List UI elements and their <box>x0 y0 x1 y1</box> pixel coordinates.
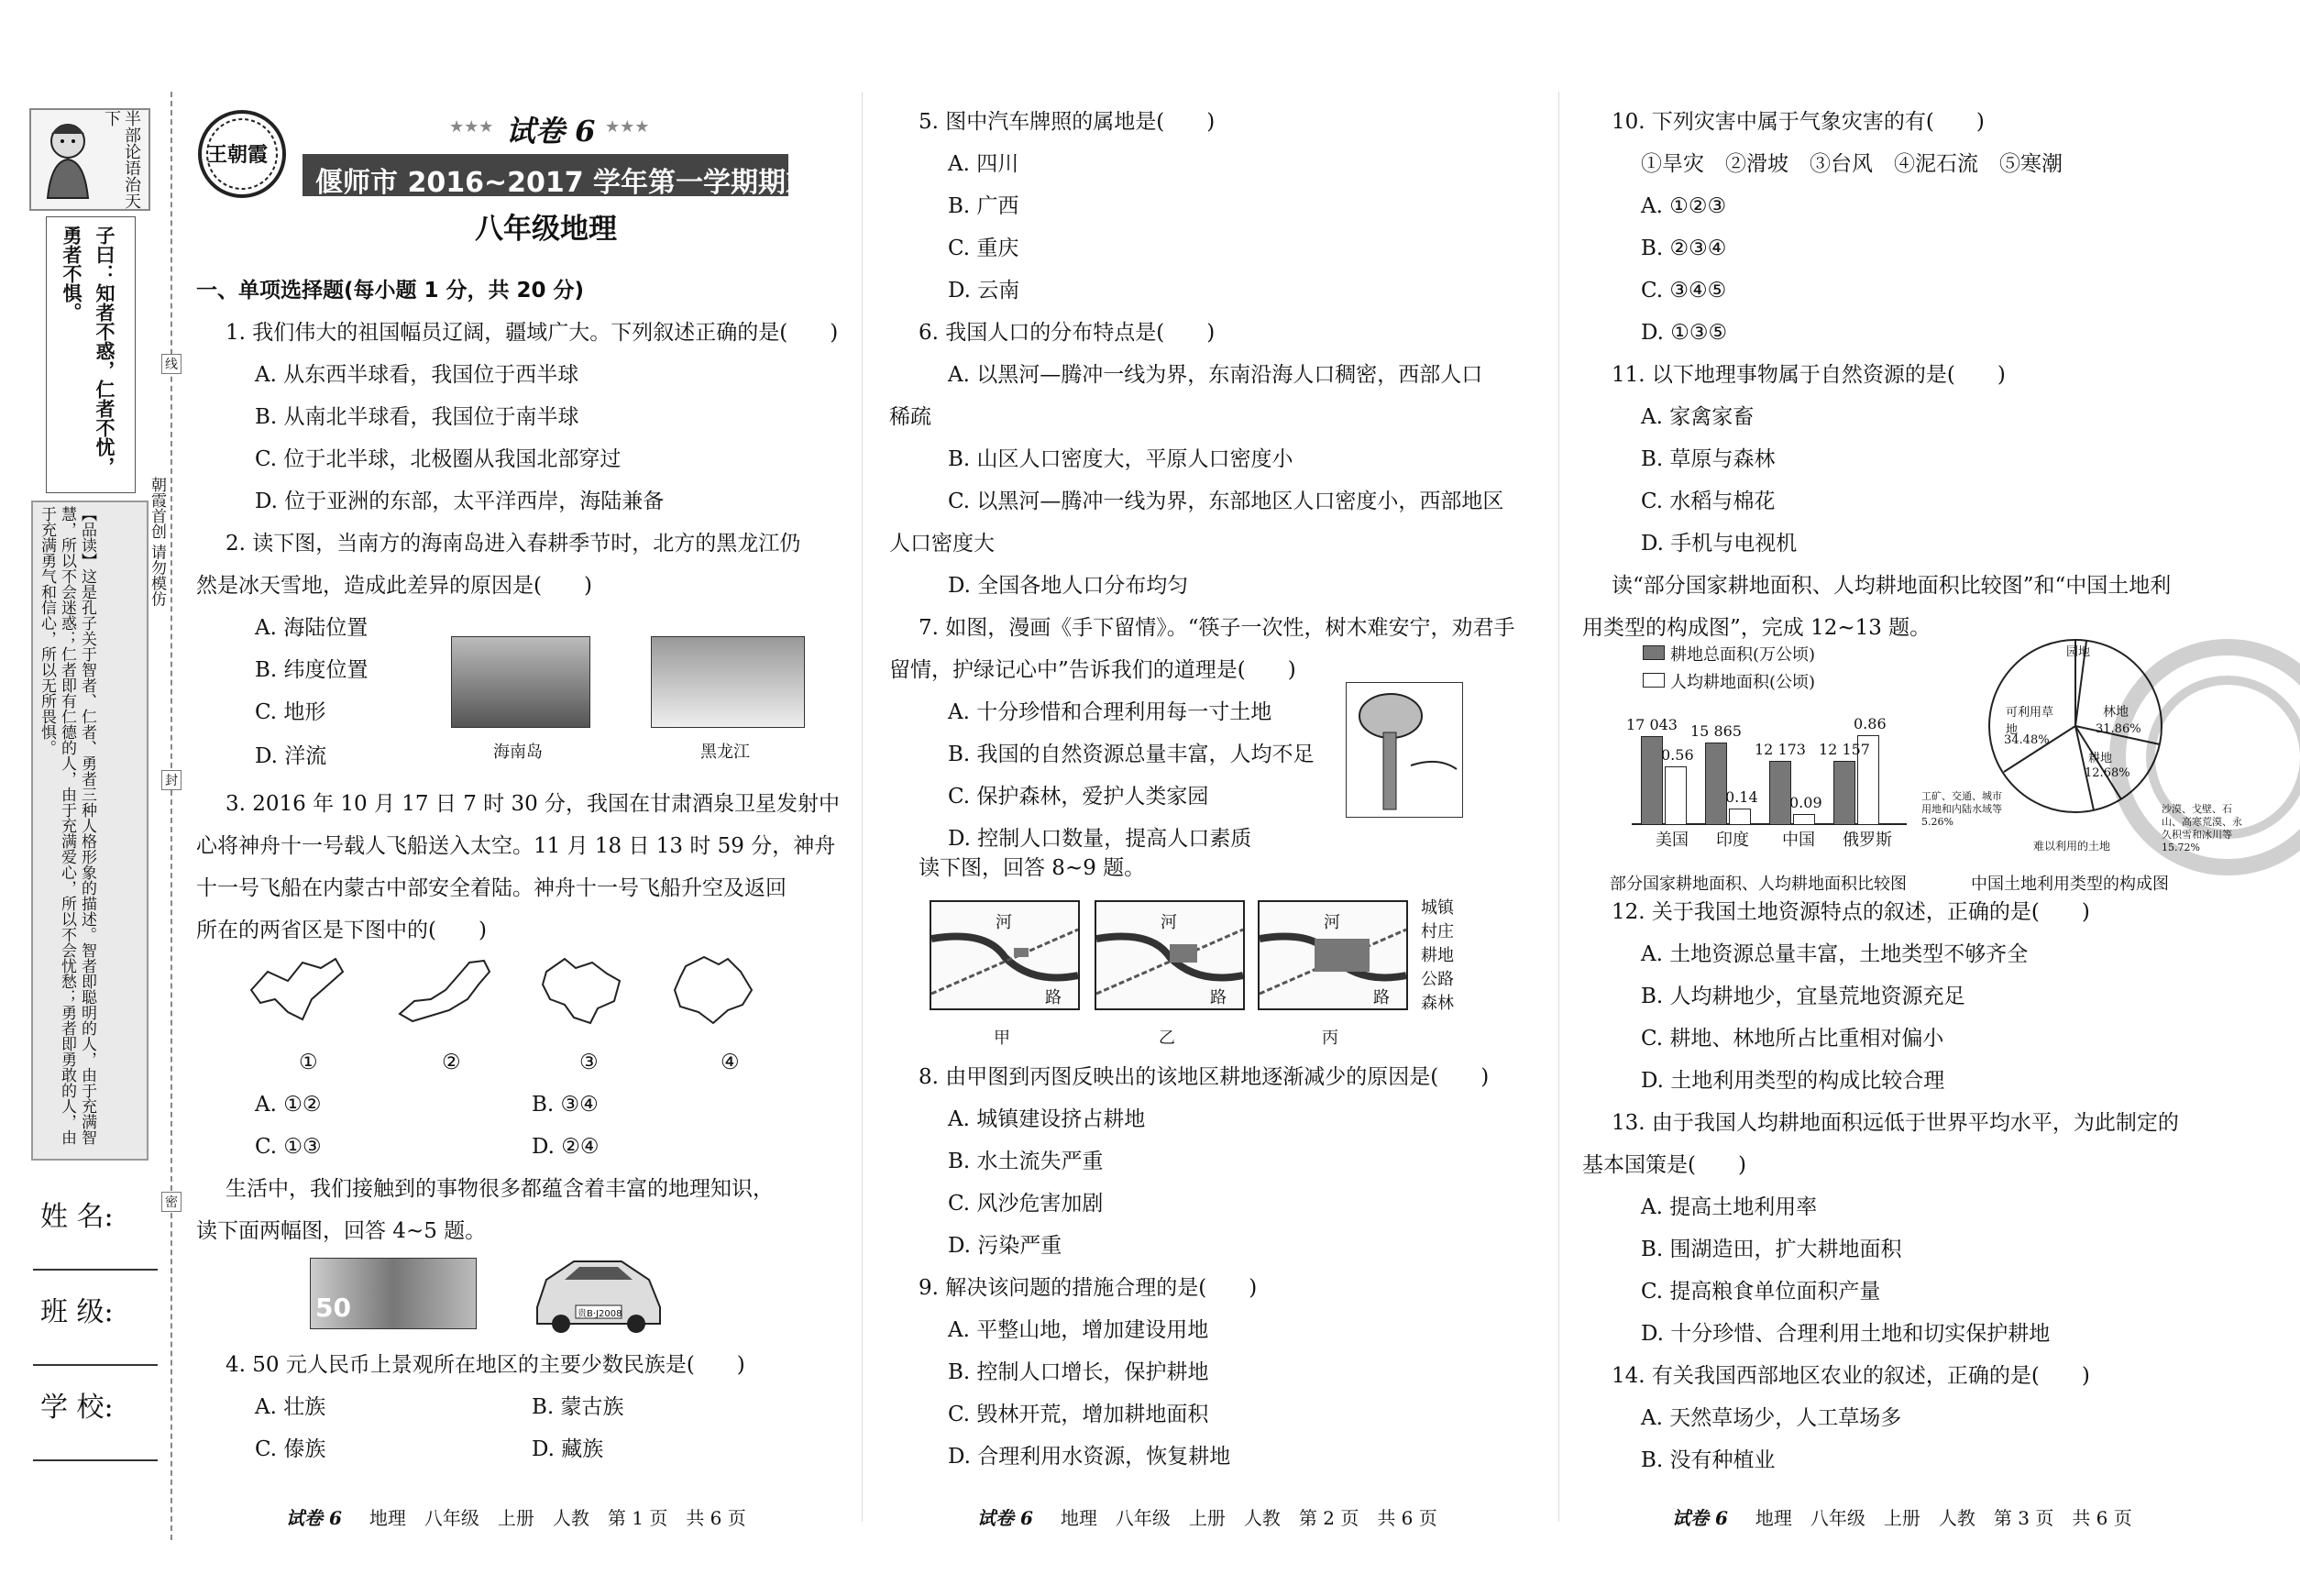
map-legend-forest: 森林 <box>1421 994 1454 1013</box>
q3-option-a[interactable]: A. ①② <box>255 1093 322 1117</box>
map-legend-village: 村庄 <box>1421 922 1454 941</box>
q6-option-a[interactable]: A. 以黑河—腾冲一线为界，东南沿海人口稠密，西部人口 <box>948 363 1483 387</box>
column-divider-1 <box>862 92 863 1522</box>
category-label-russia: 俄罗斯 <box>1843 831 1892 850</box>
q14-stem: 14. 有关我国西部地区农业的叙述，正确的是( ) <box>1612 1364 2090 1388</box>
q6-option-c[interactable]: C. 以黑河—腾冲一线为界，东部地区人口密度小，西部地区 <box>948 490 1504 513</box>
heilongjiang-caption: 黑龙江 <box>700 743 750 762</box>
map-label-2: ② <box>442 1051 461 1074</box>
q1-option-a[interactable]: A. 从东西半球看，我国位于西半球 <box>255 363 579 387</box>
map-road-jia: 路 <box>1045 988 1062 1007</box>
map-label-4: ④ <box>721 1051 740 1074</box>
q13-option-d[interactable]: D. 十分珍惜、合理利用土地和切实保护耕地 <box>1641 1322 2051 1346</box>
pie-label-garden: 园地 <box>2066 645 2091 659</box>
footer-page-1 <box>286 1503 746 1530</box>
seal-mark-mi: 密 <box>161 1192 182 1212</box>
legend-area-swatch <box>1643 645 1665 660</box>
q8-option-b[interactable]: B. 水土流失严重 <box>948 1150 1104 1173</box>
heilongjiang-photo <box>651 636 805 728</box>
q9-stem: 9. 解决该问题的措施合理的是( ) <box>919 1276 1258 1300</box>
pie-label-grassland: 可利用草地 <box>2006 706 2054 737</box>
sidebar-quote: 子曰：知者不惑，仁者不忧，勇者不惧。 <box>61 226 116 476</box>
q10-stem: 10. 下列灾害中属于气象灾害的有( ) <box>1612 110 1985 134</box>
intro-45-line1: 生活中，我们接触到的事物很多都蕴含着丰富的地理知识， <box>226 1177 774 1201</box>
q6-option-b[interactable]: B. 山区人口密度大，平原人口密度小 <box>948 447 1293 471</box>
q4-option-b[interactable]: B. 蒙古族 <box>532 1395 624 1419</box>
bar-per-capita-value-3: 0.86 <box>1854 715 1887 733</box>
q11-option-a[interactable]: A. 家禽家畜 <box>1641 405 1755 429</box>
q9-option-b[interactable]: B. 控制人口增长，保护耕地 <box>948 1360 1209 1384</box>
section-heading: 一、单项选择题(每小题 1 分，共 20 分) <box>196 279 585 303</box>
q3-stem-line3: 十一号飞船在内蒙古中部安全着陆。神舟十一号飞船升空及返回 <box>196 876 787 900</box>
footer-page-3 <box>1672 1503 2132 1530</box>
category-label-india: 印度 <box>1716 831 1749 850</box>
q2-stem-line1: 2. 读下图，当南方的海南岛进入春耕季节时，北方的黑龙江仍 <box>226 532 801 556</box>
q10-option-a[interactable]: A. ①②③ <box>1641 194 1727 218</box>
map-river-bing: 河 <box>1324 913 1340 932</box>
q13-option-b[interactable]: B. 围湖造田，扩大耕地面积 <box>1641 1238 1902 1261</box>
pie-label-forest: 林地 <box>2103 705 2129 720</box>
q1-stem: 1. 我们伟大的祖国幅员辽阔，疆域广大。下列叙述正确的是( ) <box>226 321 839 345</box>
intro-1213-line1: 读“部分国家耕地面积、人均耕地面积比较图”和“中国土地利 <box>1612 574 2172 598</box>
map-legend-farmland: 耕地 <box>1421 946 1454 965</box>
sidebar-motto: 半部论语治天下 <box>102 110 141 209</box>
bar-area-value-1: 15 865 <box>1690 721 1742 740</box>
watermark-seal <box>2108 611 2300 941</box>
province-outline-3 <box>537 953 629 1030</box>
category-label-usa: 美国 <box>1656 831 1689 850</box>
q7-option-c[interactable]: C. 保护森林，爱护人类家园 <box>948 785 1209 809</box>
map-road-yi: 路 <box>1210 988 1227 1007</box>
car-plate-text: 贵B·J2008 <box>578 1309 622 1319</box>
q5-option-d[interactable]: D. 云南 <box>948 279 1020 303</box>
q4-option-a[interactable]: A. 壮族 <box>255 1395 326 1419</box>
legend-area-label: 耕地总面积(万公顷) <box>1670 645 1816 665</box>
intro-1213-line2: 用类型的构成图”，完成 12~13 题。 <box>1582 616 1931 640</box>
q9-option-c[interactable]: C. 毁林开荒，增加耕地面积 <box>948 1403 1209 1426</box>
q10-option-d[interactable]: D. ①③⑤ <box>1641 321 1728 345</box>
q3-option-b[interactable]: B. ③④ <box>532 1093 599 1117</box>
footer-tag-2: 试卷 6 <box>977 1507 1033 1529</box>
binding-line <box>171 92 172 1540</box>
sidebar-appreciation: 【品读】这是孔子关于智者、仁者、勇者三种人格形象的描述。智者即聪明的人，由于充满智慧，所以不会迷惑；仁者即有仁德的人，由于充满爱心，所以不会忧愁；勇者即勇敢的人，由于充满勇气和信心，所以无所畏惧。 <box>38 506 96 1145</box>
bar-area-3 <box>1833 761 1855 825</box>
q6-option-a-cont: 稀疏 <box>889 405 931 429</box>
q7-option-b[interactable]: B. 我国的自然资源总量丰富，人均不足 <box>948 743 1315 766</box>
bar-area-value-2: 12 173 <box>1755 741 1806 759</box>
q11-stem: 11. 以下地理事物属于自然资源的是( ) <box>1612 363 2006 387</box>
exam-title: 偃师市 2016~2017 学年第一学期期末考试试题 <box>315 167 924 199</box>
field-class-line[interactable] <box>33 1364 158 1366</box>
q13-option-c[interactable]: C. 提高粮食单位面积产量 <box>1641 1280 1881 1304</box>
map-legend-road: 公路 <box>1421 970 1454 989</box>
bar-area-1 <box>1705 743 1727 825</box>
q5-option-a[interactable]: A. 四川 <box>948 152 1019 176</box>
q5-stem: 5. 图中汽车牌照的属地是( ) <box>919 110 1216 134</box>
q4-option-c[interactable]: C. 傣族 <box>255 1437 326 1461</box>
bar-per-capita-2 <box>1793 814 1815 825</box>
footer-page-2 <box>977 1503 1437 1530</box>
q9-option-d[interactable]: D. 合理利用水资源，恢复耕地 <box>948 1445 1231 1469</box>
seal-mark-feng: 封 <box>161 770 182 790</box>
column-divider-2 <box>1558 92 1559 1522</box>
chart-caption-bar: 部分国家耕地面积、人均耕地面积比较图 <box>1610 875 1907 894</box>
footer-tag-3: 试卷 6 <box>1672 1507 1728 1529</box>
q12-option-b[interactable]: B. 人均耕地少，宜垦荒地资源充足 <box>1641 985 1965 1008</box>
pie-value-farmland: 12.68% <box>2085 766 2130 780</box>
q1-option-b[interactable]: B. 从南北半球看，我国位于南半球 <box>255 405 579 429</box>
cartoon-tree-image <box>1346 682 1463 818</box>
bar-per-capita-0 <box>1665 766 1687 825</box>
pie-value-grassland: 34.48% <box>2004 733 2050 747</box>
q6-option-d[interactable]: D. 全国各地人口分布均匀 <box>948 574 1189 598</box>
q13-option-a[interactable]: A. 提高土地利用率 <box>1641 1195 1818 1219</box>
hainan-photo <box>451 636 590 728</box>
bar-per-capita-value-2: 0.09 <box>1789 794 1822 811</box>
province-outline-4 <box>667 953 759 1030</box>
q11-option-b[interactable]: B. 草原与森林 <box>1641 447 1776 471</box>
pie-label-desert: 沙漠、戈壁、石山、高寒荒漠、永久积雪和冰川等 15.72% <box>2162 803 2242 853</box>
exam-subject: 八年级地理 <box>475 213 617 246</box>
q13-stem-line2: 基本国策是( ) <box>1582 1153 1746 1177</box>
field-name-line[interactable] <box>33 1269 158 1271</box>
brand-logo-text: 王朝霞 <box>207 143 269 167</box>
q8-option-c[interactable]: C. 风沙危害加剧 <box>948 1192 1104 1216</box>
q10-items: ①旱灾 ②滑坡 ③台风 ④泥石流 ⑤寒潮 <box>1641 152 2063 176</box>
q10-option-c[interactable]: C. ③④⑤ <box>1641 279 1727 303</box>
q1-option-c[interactable]: C. 位于北半球，北极圈从我国北部穿过 <box>255 447 622 471</box>
field-school-line[interactable] <box>33 1459 158 1461</box>
q3-option-c[interactable]: C. ①③ <box>255 1135 322 1159</box>
legend-per-capita-label: 人均耕地面积(公顷) <box>1670 673 1816 692</box>
q2-stem-line2: 然是冰天雪地，造成此差异的原因是( ) <box>196 574 592 598</box>
q4-option-d[interactable]: D. 藏族 <box>532 1437 604 1461</box>
footer-text-2: 地理 八年级 上册 人教 第 2 页 共 6 页 <box>1060 1507 1437 1529</box>
field-name-label: 姓 名: <box>40 1201 114 1233</box>
q7-option-a[interactable]: A. 十分珍惜和合理利用每一寸土地 <box>948 700 1272 724</box>
bar-per-capita-value-0: 0.56 <box>1661 745 1694 764</box>
bar-area-value-3: 12 157 <box>1819 741 1870 759</box>
chart-caption-pie: 中国土地利用类型的构成图 <box>1971 875 2169 894</box>
q2-option-d[interactable]: D. 洋流 <box>255 744 327 768</box>
q2-option-b[interactable]: B. 纬度位置 <box>255 658 369 682</box>
legend-per-capita-swatch <box>1643 673 1665 688</box>
map-caption-jia: 甲 <box>994 1029 1010 1048</box>
exam-tag: 试卷 6 <box>506 114 596 149</box>
q7-stem-line1: 7. 如图，漫画《手下留情》。“筷子一次性，树木难安宁，劝君手 <box>919 616 1515 640</box>
intro-45-line2: 读下面两幅图，回答 4~5 题。 <box>196 1219 487 1243</box>
q5-option-b[interactable]: B. 广西 <box>948 194 1019 218</box>
q12-option-c[interactable]: C. 耕地、林地所占比重相对偏小 <box>1641 1027 1944 1051</box>
footer-text-3: 地理 八年级 上册 人教 第 3 页 共 6 页 <box>1755 1507 2132 1529</box>
q2-option-a[interactable]: A. 海陆位置 <box>255 616 369 640</box>
bar-area-0 <box>1641 736 1663 825</box>
q12-option-a[interactable]: A. 土地资源总量丰富，土地类型不够齐全 <box>1641 942 2029 966</box>
q10-option-b[interactable]: B. ②③④ <box>1641 237 1727 260</box>
q3-option-d[interactable]: D. ②④ <box>532 1135 600 1159</box>
q1-option-d[interactable]: D. 位于亚洲的东部，太平洋西岸，海陆兼备 <box>255 490 665 513</box>
q9-option-a[interactable]: A. 平整山地，增加建设用地 <box>948 1318 1209 1342</box>
q8-option-d[interactable]: D. 污染严重 <box>948 1234 1062 1258</box>
q5-option-c[interactable]: C. 重庆 <box>948 237 1019 260</box>
q8-stem: 8. 由甲图到丙图反映出的该地区耕地逐渐减少的原因是( ) <box>919 1065 1490 1089</box>
hainan-caption: 海南岛 <box>493 743 543 762</box>
pie-label-industrial: 工矿、交通、城市用地和内陆水域等 5.26% <box>1921 790 2002 828</box>
pie-value-forest: 31.86% <box>2096 722 2141 736</box>
intro-89: 读下图，回答 8~9 题。 <box>919 856 1146 880</box>
q13-stem-line1: 13. 由于我国人均耕地面积远低于世界平均水平，为此制定的 <box>1612 1111 2179 1135</box>
q3-stem-line1: 3. 2016 年 10 月 17 日 7 时 30 分，我国在甘肃酒泉卫星发射中 <box>226 792 841 816</box>
map-caption-yi: 乙 <box>1159 1029 1175 1048</box>
map-river-yi: 河 <box>1161 913 1177 932</box>
q8-option-a[interactable]: A. 城镇建设挤占耕地 <box>948 1107 1146 1131</box>
pie-label-farmland: 耕地 <box>2088 752 2113 765</box>
q7-option-d[interactable]: D. 控制人口数量，提高人口素质 <box>948 827 1252 851</box>
header-stars-left: ★★★ <box>449 117 494 137</box>
q14-option-a[interactable]: A. 天然草场少，人工草场多 <box>1641 1406 1902 1430</box>
field-school-label: 学 校: <box>40 1392 114 1424</box>
q4-stem: 4. 50 元人民币上景观所在地区的主要少数民族是( ) <box>226 1353 745 1377</box>
province-outline-2 <box>394 953 495 1030</box>
map-label-1: ① <box>299 1051 318 1074</box>
category-label-china: 中国 <box>1782 831 1815 850</box>
q7-stem-line2: 留情，护绿记心中”告诉我们的道理是( ) <box>889 658 1296 682</box>
q14-option-b[interactable]: B. 没有种植业 <box>1641 1448 1776 1472</box>
confucius-icon <box>37 117 99 200</box>
footer-text-1: 地理 八年级 上册 人教 第 1 页 共 6 页 <box>369 1507 746 1529</box>
map-label-3: ③ <box>579 1051 599 1074</box>
q3-stem-line2: 心将神舟十一号载人飞船送入太空。11 月 18 日 13 时 59 分，神舟 <box>196 834 836 858</box>
field-class-label: 班 级: <box>40 1296 114 1328</box>
footer-tag-1: 试卷 6 <box>286 1507 342 1529</box>
bar-per-capita-1 <box>1729 809 1751 825</box>
q2-option-c[interactable]: C. 地形 <box>255 700 326 724</box>
q11-option-d[interactable]: D. 手机与电视机 <box>1641 532 1798 556</box>
map-road-bing: 路 <box>1373 988 1390 1007</box>
copyright-note: 朝霞首创 请勿模仿 <box>148 477 166 607</box>
map-river-jia: 河 <box>996 913 1012 932</box>
q11-option-c[interactable]: C. 水稻与棉花 <box>1641 490 1776 513</box>
bar-area-value-0: 17 043 <box>1626 716 1678 734</box>
q12-stem: 12. 关于我国土地资源特点的叙述，正确的是( ) <box>1612 900 2090 924</box>
bar-area-2 <box>1769 761 1791 825</box>
car-image <box>528 1252 667 1333</box>
q12-option-d[interactable]: D. 土地利用类型的构成比较合理 <box>1641 1069 1945 1093</box>
pie-label-unusable: 难以利用的土地 <box>2033 840 2111 853</box>
header-stars-right: ★★★ <box>605 117 650 137</box>
province-outline-1 <box>248 953 348 1030</box>
q6-stem: 6. 我国人口的分布特点是( ) <box>919 321 1216 345</box>
map-caption-bing: 丙 <box>1322 1029 1338 1048</box>
bar-per-capita-value-1: 0.14 <box>1725 788 1758 807</box>
q3-stem-line4: 所在的两省区是下图中的( ) <box>196 919 487 942</box>
map-legend-town: 城镇 <box>1421 898 1454 918</box>
banknote-value: 50 <box>315 1293 351 1323</box>
seal-mark-xian: 线 <box>161 354 182 374</box>
q6-option-c-cont: 人口密度大 <box>889 532 995 556</box>
